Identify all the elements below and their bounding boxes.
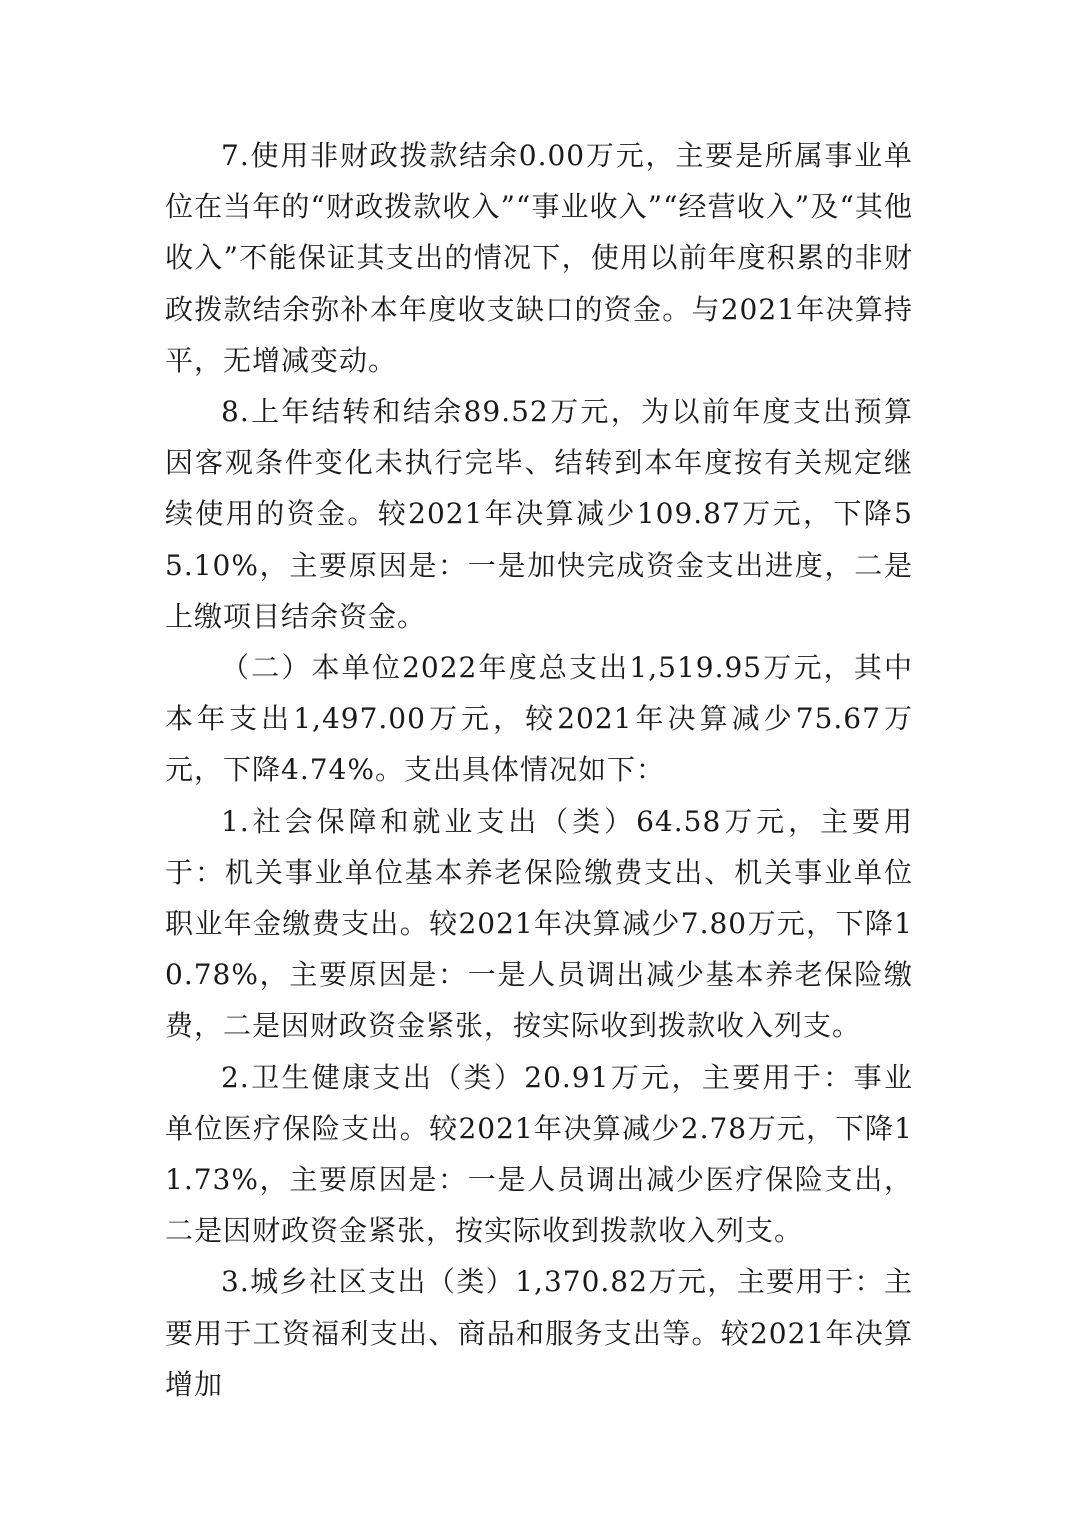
- document-body: [165, 130, 913, 1410]
- paragraph-social-security: 1.社会保障和就业支出（类）64.58万元，主要用于：机关事业单位基本养老保险缴费支出、机关事业单位职业年金缴费支出。较2021年决算减少7.80万元，下降10.78%，主要原因是：一是人员调出减少基本养老保险缴费，二是因财政资金紧张，按实际收到拨款收入列支。: [165, 804, 913, 1043]
- paragraph-urban-rural: 3.城乡社区支出（类）1,370.82万元，主要用于：主要用于工资福利支出、商品和服务支出等。较2021年决算增加: [165, 1265, 913, 1401]
- paragraph-non-fiscal-balance: 7.使用非财政拨款结余0.00万元，主要是所属事业单位在当年的“财政拨款收入”“事业收入”“经营收入”及“其他收入”不能保证其支出的情况下，使用以前年度积累的非财政拨款结余弥补本年度收支缺口的资金。与2021年决算持平，无增减变动。: [165, 139, 913, 377]
- paragraph-total-expenditure: （二）本单位2022年度总支出1,519.95万元，其中本年支出1,497.00万元，较2021年决算减少75.67万元，下降4.74%。支出具体情况如下：: [165, 651, 913, 787]
- paragraph-health: 2.卫生健康支出（类）20.91万元，主要用于：事业单位医疗保险支出。较2021年决算减少2.78万元，下降11.73%，主要原因是：一是人员调出减少医疗保险支出，二是因财政资金紧张，按实际收到拨款收入列支。: [165, 1060, 913, 1248]
- paragraph-carryover-balance: 8.上年结转和结余89.52万元，为以前年度支出预算因客观条件变化未执行完毕、结转到本年度按有关规定继续使用的资金。较2021年决算减少109.87万元，下降55.10%，主要原因是：一是加快完成资金支出进度，二是上缴项目结余资金。: [165, 395, 913, 633]
